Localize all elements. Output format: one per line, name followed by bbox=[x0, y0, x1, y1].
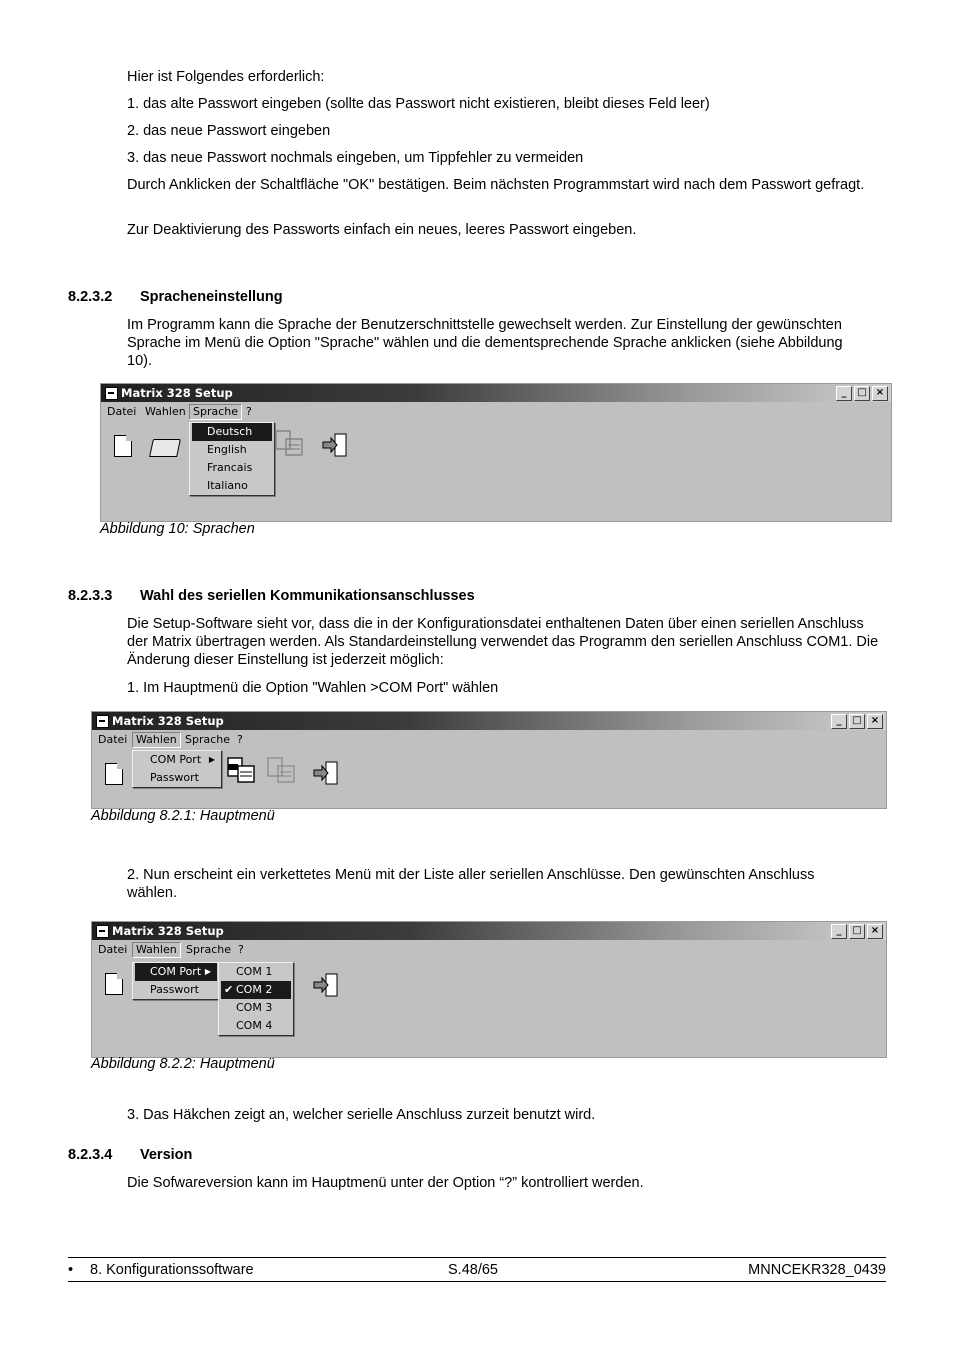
section-8233-step-3: 3. Das Häkchen zeigt an, welcher serielle Anschluss zurzeit benutzt wird. bbox=[127, 1107, 596, 1123]
window-titlebar bbox=[92, 922, 886, 940]
menu-option-com-port[interactable] bbox=[135, 963, 217, 981]
section-title: Wahl des seriellen Kommunikationsanschlusses bbox=[140, 588, 475, 604]
figure-822-caption: Abbildung 8.2.2: Hauptmenü bbox=[91, 1056, 275, 1072]
com-option-4[interactable]: COM 4 bbox=[236, 1019, 273, 1032]
com-option-label: COM 2 bbox=[236, 983, 273, 996]
section-number: 8.2.3.4 bbox=[68, 1147, 113, 1163]
menu-wahlen[interactable]: Wahlen bbox=[132, 942, 181, 958]
new-file-icon[interactable] bbox=[105, 973, 123, 995]
section-number: 8.2.3.2 bbox=[68, 289, 113, 305]
menu-sprache[interactable]: Sprache bbox=[189, 404, 242, 420]
language-option-english[interactable]: English bbox=[207, 443, 247, 456]
section-8234-text: Die Sofwareversion kann im Hauptmenü unter der Option “?” kontrolliert werden. bbox=[127, 1175, 644, 1191]
menu-help[interactable]: ? bbox=[238, 943, 244, 956]
section-title: Version bbox=[140, 1147, 193, 1163]
com-option-3[interactable]: COM 3 bbox=[236, 1001, 273, 1014]
section-heading-8234 bbox=[68, 1146, 192, 1164]
menu-option-passwort[interactable]: Passwort bbox=[150, 771, 199, 784]
section-title: Spracheneinstellung bbox=[140, 289, 283, 305]
download-icon[interactable] bbox=[226, 756, 258, 786]
menu-datei[interactable]: Datei bbox=[107, 405, 137, 418]
app-icon bbox=[105, 387, 118, 400]
section-8232-text: Im Programm kann die Sprache der Benutzerschnittstelle gewechselt werden. Zur Einstellung der gewünschten Sprache im Menü die Option "Sprache" wählen und die dementsprechende Sprache anklicken (siehe Abbildung 10). bbox=[127, 317, 843, 369]
app-icon bbox=[96, 715, 109, 728]
menu-wahlen[interactable]: Wahlen bbox=[132, 732, 181, 748]
sprache-dropdown bbox=[189, 422, 275, 496]
intro-step-3: 3. das neue Passwort nochmals eingeben, um Tippfehler zu vermeiden bbox=[127, 150, 584, 166]
section-number: 8.2.3.3 bbox=[68, 588, 113, 604]
exit-icon[interactable] bbox=[321, 432, 349, 458]
close-button[interactable]: × bbox=[872, 386, 888, 401]
language-option-deutsch[interactable]: Deutsch bbox=[192, 423, 272, 441]
checkmark-icon: ✔ bbox=[224, 983, 234, 996]
maximize-button[interactable]: □ bbox=[849, 924, 865, 939]
menu-help[interactable]: ? bbox=[246, 405, 252, 418]
footer-bullet: • bbox=[68, 1262, 74, 1278]
submenu-arrow-icon: ▶ bbox=[204, 967, 211, 976]
transfer-icon[interactable] bbox=[274, 429, 306, 459]
menu-datei[interactable]: Datei bbox=[98, 733, 128, 746]
wahlen-dropdown bbox=[132, 962, 220, 1000]
footer-bottom-rule bbox=[68, 1281, 886, 1282]
section-heading-8233 bbox=[68, 587, 475, 605]
maximize-button[interactable]: □ bbox=[849, 714, 865, 729]
minimize-button[interactable]: _ bbox=[831, 924, 847, 939]
menu-help[interactable]: ? bbox=[237, 733, 243, 746]
window-titlebar bbox=[101, 384, 891, 402]
minimize-button[interactable]: _ bbox=[836, 386, 852, 401]
upload-icon[interactable] bbox=[266, 756, 298, 786]
app-icon bbox=[96, 925, 109, 938]
com-option-1[interactable]: COM 1 bbox=[236, 965, 273, 978]
figure-10-caption: Abbildung 10: Sprachen bbox=[100, 521, 255, 537]
footer-doc-id: MNNCEKR328_0439 bbox=[748, 1262, 886, 1278]
minimize-button[interactable]: _ bbox=[831, 714, 847, 729]
intro-step-1: 1. das alte Passwort eingeben (sollte das Passwort nicht existieren, bleibt dieses Feld leer) bbox=[127, 96, 710, 112]
open-folder-icon[interactable] bbox=[149, 439, 181, 457]
section-heading-8232 bbox=[68, 288, 283, 306]
figure-822-window bbox=[91, 921, 887, 1058]
com-option-2[interactable] bbox=[221, 981, 291, 999]
menu-option-com-port[interactable] bbox=[133, 751, 221, 769]
close-button[interactable]: × bbox=[867, 714, 883, 729]
section-8233-text: Die Setup-Software sieht vor, dass die in der Konfigurationsdatei enthaltenen Daten über einen seriellen Anschluss der Matrix übertragen werden. Als Standardeinstellung verwendet das Programm den seriellen Anschluss COM1. Die Änderung dieser Einstellung ist jederzeit möglich: bbox=[127, 616, 879, 668]
new-file-icon[interactable] bbox=[114, 435, 132, 457]
window-title: Matrix 328 Setup bbox=[112, 924, 224, 938]
menu-sprache[interactable]: Sprache bbox=[185, 733, 231, 746]
footer-top-rule bbox=[68, 1257, 886, 1258]
exit-icon[interactable] bbox=[312, 972, 340, 998]
new-file-icon[interactable] bbox=[105, 763, 123, 785]
menu-option-label: COM Port bbox=[150, 753, 202, 766]
menu-sprache[interactable]: Sprache bbox=[186, 943, 232, 956]
language-option-italiano[interactable]: Italiano bbox=[207, 479, 248, 492]
footer-chapter: 8. Konfigurationssoftware bbox=[90, 1262, 254, 1278]
intro-step-2: 2. das neue Passwort eingeben bbox=[127, 123, 331, 139]
figure-821-window bbox=[91, 711, 887, 809]
intro-deactivate: Zur Deaktivierung des Passworts einfach ein neues, leeres Passwort eingeben. bbox=[127, 222, 637, 238]
wahlen-dropdown bbox=[132, 750, 222, 788]
intro-lead: Hier ist Folgendes erforderlich: bbox=[127, 69, 325, 85]
figure-821-caption: Abbildung 8.2.1: Hauptmenü bbox=[91, 808, 275, 824]
com-port-submenu bbox=[218, 962, 294, 1036]
menu-wahlen[interactable]: Wahlen bbox=[145, 405, 186, 418]
exit-icon[interactable] bbox=[312, 760, 340, 786]
menu-datei[interactable]: Datei bbox=[98, 943, 128, 956]
submenu-arrow-icon: ▶ bbox=[208, 755, 215, 764]
menu-bar bbox=[92, 731, 886, 749]
footer-page-number: S.48/65 bbox=[448, 1262, 498, 1278]
menu-option-passwort[interactable]: Passwort bbox=[150, 983, 199, 996]
window-title: Matrix 328 Setup bbox=[121, 386, 233, 400]
maximize-button[interactable]: □ bbox=[854, 386, 870, 401]
figure-10-window bbox=[100, 383, 892, 522]
window-titlebar bbox=[92, 712, 886, 730]
intro-confirm: Durch Anklicken der Schaltfläche "OK" bestätigen. Beim nächsten Programmstart wird nach dem Passwort gefragt. bbox=[127, 177, 865, 193]
section-8233-step-2: 2. Nun erscheint ein verkettetes Menü mit der Liste aller seriellen Anschlüsse. Den gewünschten Anschluss wählen. bbox=[127, 867, 815, 901]
menu-bar bbox=[101, 403, 891, 421]
close-button[interactable]: × bbox=[867, 924, 883, 939]
window-title: Matrix 328 Setup bbox=[112, 714, 224, 728]
language-option-francais[interactable]: Francais bbox=[207, 461, 253, 474]
menu-bar bbox=[92, 941, 886, 959]
menu-option-label: COM Port bbox=[150, 965, 202, 978]
section-8233-step-1: 1. Im Hauptmenü die Option "Wahlen >COM Port" wählen bbox=[127, 680, 499, 696]
